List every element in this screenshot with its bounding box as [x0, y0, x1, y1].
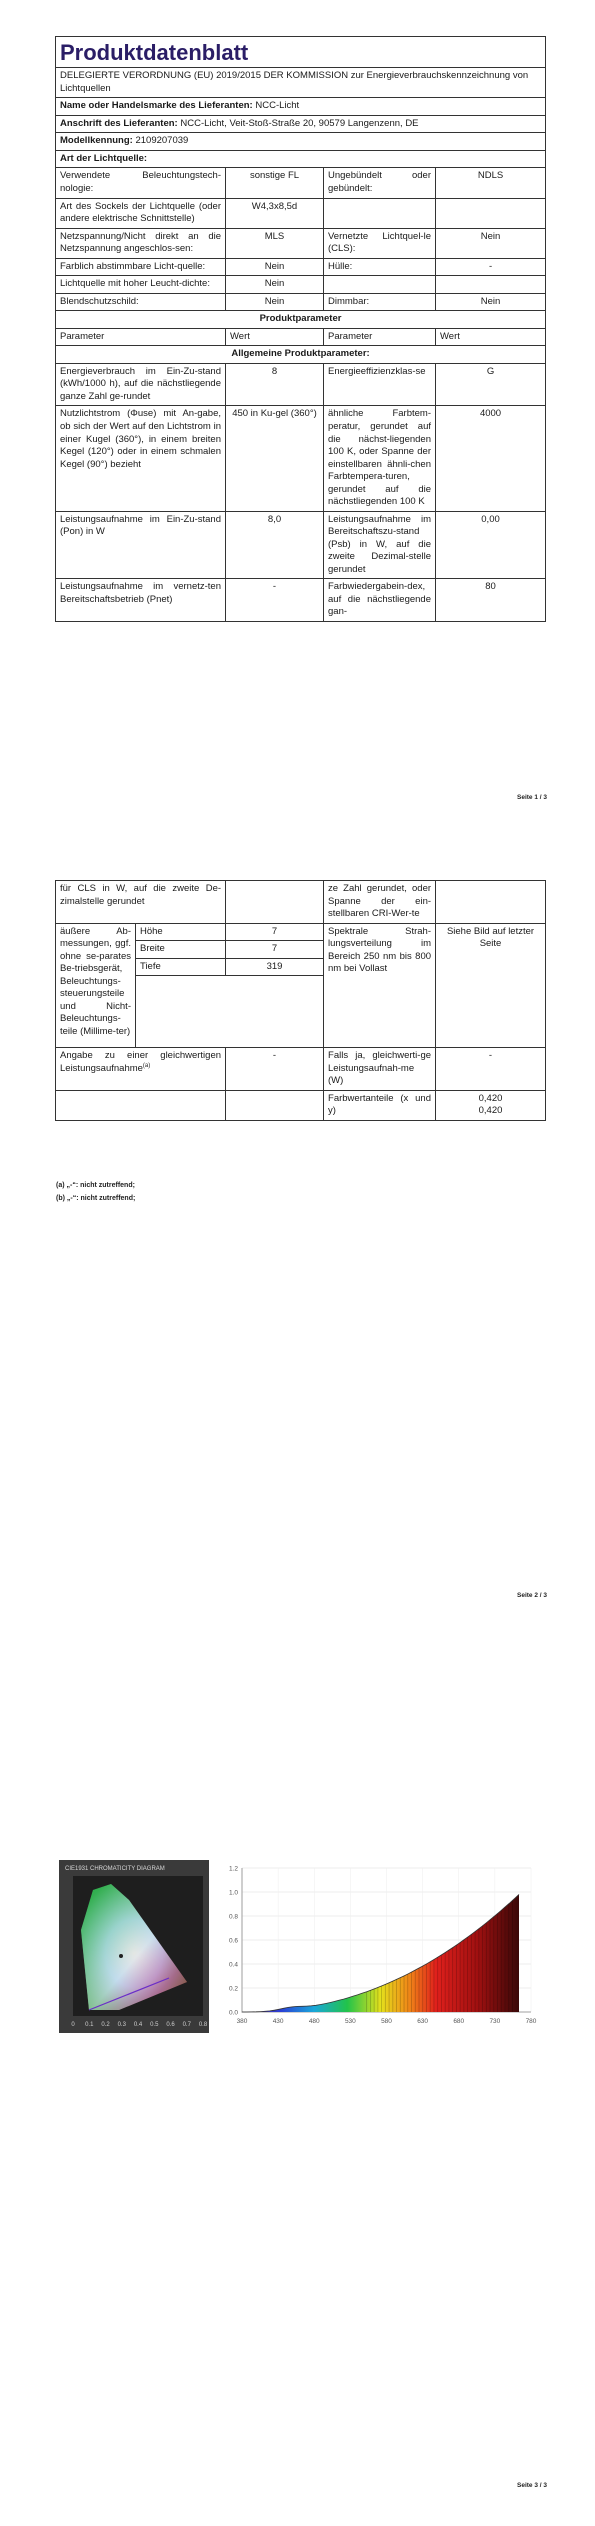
type-row [56, 198, 546, 228]
y-tick-label: 1.2 [228, 1865, 238, 1873]
dimension-value: 319 [226, 958, 324, 976]
page-title: Produktdatenblatt [56, 37, 546, 68]
type-row-label-right: Ungebündelt oder gebündelt: [324, 168, 436, 198]
spectral-distribution-chart [216, 1860, 541, 2033]
equivalent-value: - [226, 1048, 324, 1091]
supplier-name-row [56, 98, 546, 116]
equivalent-label-text: Angabe zu einer gleichwertigen Leistungsaufnahme [60, 1050, 222, 1074]
param-row [56, 406, 546, 511]
spacer-cell [226, 976, 324, 1048]
param-value-right: G [436, 363, 546, 406]
x-tick-label: 630 [417, 2018, 429, 2025]
footnote: (b) „-“: nicht zutreffend; [56, 1195, 136, 1202]
type-row-label: Farblich abstimmbare Licht-quelle: [56, 258, 226, 276]
param-header: Parameter [56, 328, 226, 346]
equivalent-row [56, 1048, 546, 1091]
dimension-value: 7 [226, 923, 324, 941]
param-header-row [56, 328, 546, 346]
param-value: - [226, 579, 324, 622]
dimension-value: 7 [226, 941, 324, 959]
param-value: 8 [226, 363, 324, 406]
param-label-right: Energieeffizienzklas-se [324, 363, 436, 406]
equivalent-power-label: Falls ja, gleichwerti-ge Leistungsaufnah-me (W) [324, 1048, 436, 1091]
param-value-right: 80 [436, 579, 546, 622]
y-tick-label: 0.2 [228, 1985, 238, 1993]
param-header: Parameter [324, 328, 436, 346]
type-row-value: Nein [226, 276, 324, 294]
diagram-x-ticks [71, 2022, 208, 2028]
x-tick-label: 430 [272, 2018, 284, 2025]
type-row-value-right: Nein [436, 293, 546, 311]
y-tick-label: 0.8 [228, 1913, 238, 1921]
param-row [56, 511, 546, 579]
supplier-address: NCC-Licht, Veit-Stoß-Straße 20, 90579 Langenzenn, DE [180, 117, 419, 129]
param-label: Energieverbrauch im Ein-Zu-stand (kWh/1000 h), auf die nächstliegende ganze Zahl ge-rundet [56, 363, 226, 406]
diagram-tick-label: 0.8 [198, 2022, 208, 2028]
spectral-label: Spektrale Strah-lungsverteilung im Bereich 250 nm bis 800 nm bei Vollast [324, 923, 436, 1048]
x-tick-label: 380 [236, 2018, 248, 2025]
model-label: Modellkennung: [60, 135, 133, 147]
x-tick-label: 680 [453, 2018, 465, 2025]
y-tick-label: 0.4 [228, 1961, 238, 1969]
type-row-label-right: Hülle: [324, 258, 436, 276]
dimensions-label: äußere Ab-messungen, ggf. ohne se-parates Be-triebsgerät, Beleuchtungs-steuerungsteile und Nicht-Beleuchtungs-teile (Millime-ter) [56, 923, 136, 1048]
diagram-title: CIE1931 CHROMATICITY DIAGRAM [65, 1866, 165, 1872]
param-label-right: Farbwiedergabein-dex, auf die nächstliegende gan- [324, 579, 436, 622]
param-label-right: Leistungsaufnahme im Bereitschaftszu-stand (Psb) in W, auf die zweite Dezimal-stelle gerundet [324, 511, 436, 579]
chromaticity-y: 0,420 [478, 1105, 503, 1117]
chromaticity-label: Farbwertanteile (x und y) [324, 1090, 436, 1120]
param-label: für CLS in W, auf die zweite De-zimalstelle gerundet [56, 881, 226, 924]
type-row-label: Lichtquelle mit hoher Leucht-dichte: [56, 276, 226, 294]
equivalent-power-value: - [436, 1048, 546, 1091]
param-value: 8,0 [226, 511, 324, 579]
value-header: Wert [226, 328, 324, 346]
footnote: (a) „-“: nicht zutreffend; [56, 1182, 135, 1189]
equivalent-label [56, 1048, 226, 1091]
chromaticity-point [119, 1954, 123, 1958]
type-row-value-right: Nein [436, 228, 546, 258]
type-row-label: Verwendete Beleuchtungstech-nologie: [56, 168, 226, 198]
param-label-right: ze Zahl gerundet, oder Spanne der ein-stellbaren CRI-Wer-te [324, 881, 436, 924]
dimension-name: Tiefe [136, 958, 226, 976]
supplier-name: NCC-Licht [255, 100, 300, 112]
type-row [56, 258, 546, 276]
param-value-right: 4000 [436, 406, 546, 511]
type-row-value: W4,3x8,5d [226, 198, 324, 228]
x-tick-label: 580 [381, 2018, 392, 2025]
page-footer: Seite 1 / 3 [517, 794, 547, 801]
page-footer: Seite 2 / 3 [517, 1592, 547, 1599]
param-value-right: 0,00 [436, 511, 546, 579]
diagram-tick-label: 0.3 [117, 2022, 126, 2028]
type-row-label-right: Vernetzte Lichtquel-le (CLS): [324, 228, 436, 258]
light-source-type-heading: Art der Lichtquelle: [56, 150, 546, 168]
diagram-tick-label: 0.6 [166, 2022, 175, 2028]
type-row-label: Netzspannung/Nicht direkt an die Netzspannung angeschlos-sen: [56, 228, 226, 258]
type-row-label-right: Dimmbar: [324, 293, 436, 311]
empty-cell [226, 1090, 324, 1120]
param-value: 450 in Ku-gel (360°) [226, 406, 324, 511]
param-row [56, 363, 546, 406]
type-row-value: Nein [226, 293, 324, 311]
spacer-cell [136, 976, 226, 1048]
y-tick-label: 1.0 [228, 1889, 238, 1897]
chromaticity-row [56, 1090, 546, 1120]
diagram-tick-label: 0.4 [133, 2022, 143, 2028]
diagram-tick-label: 0 [71, 2022, 75, 2028]
diagram-tick-label: 0.5 [150, 2022, 159, 2028]
datasheet-table-page2 [55, 880, 546, 1121]
param-label: Leistungsaufnahme im vernetz-ten Bereitschaftsbetrieb (Pnet) [56, 579, 226, 622]
y-tick-label: 0.6 [228, 1937, 238, 1945]
type-row-label-right [324, 276, 436, 294]
x-axis-ticks [237, 2018, 537, 2025]
chromaticity-values [436, 1090, 546, 1120]
product-params-heading: Produktparameter [56, 311, 546, 329]
diagram-tick-label: 0.7 [182, 2022, 191, 2028]
chromaticity-x: 0,420 [478, 1092, 503, 1104]
x-tick-label: 780 [525, 2018, 537, 2025]
dims-row [56, 923, 546, 941]
type-row-value: MLS [226, 228, 324, 258]
x-tick-label: 480 [308, 2018, 320, 2025]
footnote-marker: (a) [142, 1062, 151, 1069]
model-value: 2109207039 [135, 135, 189, 147]
supplier-name-label: Name oder Handelsmarke des Lieferanten: [60, 100, 253, 112]
type-row [56, 276, 546, 294]
model-row [56, 133, 546, 151]
general-params-heading: Allgemeine Produktparameter: [56, 346, 546, 364]
value-header: Wert [436, 328, 546, 346]
datasheet-table-page1 [55, 36, 546, 622]
diagram-tick-label: 0.2 [101, 2022, 110, 2028]
param-label-right: ähnliche Farbtem-peratur, gerundet auf die nächst-liegenden 100 K, oder Spanne der einstellbaren ähnli-chen Farbtempera-turen, gerundet auf die nächstliegenden 100 K [324, 406, 436, 511]
type-row-label: Art des Sockels der Lichtquelle (oder andere elektrische Schnittstelle) [56, 198, 226, 228]
type-row-value-right [436, 276, 546, 294]
type-row [56, 228, 546, 258]
dimension-name: Breite [136, 941, 226, 959]
param-row [56, 579, 546, 622]
type-row-value-right: NDLS [436, 168, 546, 198]
chromaticity-diagram-figure [59, 1860, 209, 2033]
spectral-value: Siehe Bild auf letzter Seite [436, 923, 546, 1048]
continuation-row [56, 881, 546, 924]
empty-cell [56, 1090, 226, 1120]
regulation-text: DELEGIERTE VERORDNUNG (EU) 2019/2015 DER KOMMISSION zur Energieverbrauchskennzeichnung von Lichtquellen [56, 68, 546, 98]
x-tick-label: 530 [344, 2018, 356, 2025]
type-row [56, 168, 546, 198]
y-tick-label: 0.0 [228, 2009, 238, 2017]
type-row-label: Blendschutzschild: [56, 293, 226, 311]
type-row-value: sonstige FL [226, 168, 324, 198]
supplier-address-label: Anschrift des Lieferanten: [60, 117, 178, 129]
param-value-right [436, 881, 546, 924]
type-row-value-right: - [436, 258, 546, 276]
type-row-label-right [324, 198, 436, 228]
param-label: Nutzlichtstrom (Φuse) mit An-gabe, ob sich der Wert auf den Lichtstrom in einer Kugel (360°), in einem breiten Kegel (120°) oder in einem schmalen Kegel (90°) bezieht [56, 406, 226, 511]
type-row-value-right [436, 198, 546, 228]
param-label: Leistungsaufnahme im Ein-Zu-stand (Pon) in W [56, 511, 226, 579]
dimension-name: Höhe [136, 923, 226, 941]
param-value [226, 881, 324, 924]
page-footer: Seite 3 / 3 [517, 2482, 547, 2489]
diagram-tick-label: 0.1 [85, 2022, 94, 2028]
x-tick-label: 730 [489, 2018, 501, 2025]
type-row [56, 293, 546, 311]
supplier-address-row [56, 115, 546, 133]
type-row-value: Nein [226, 258, 324, 276]
